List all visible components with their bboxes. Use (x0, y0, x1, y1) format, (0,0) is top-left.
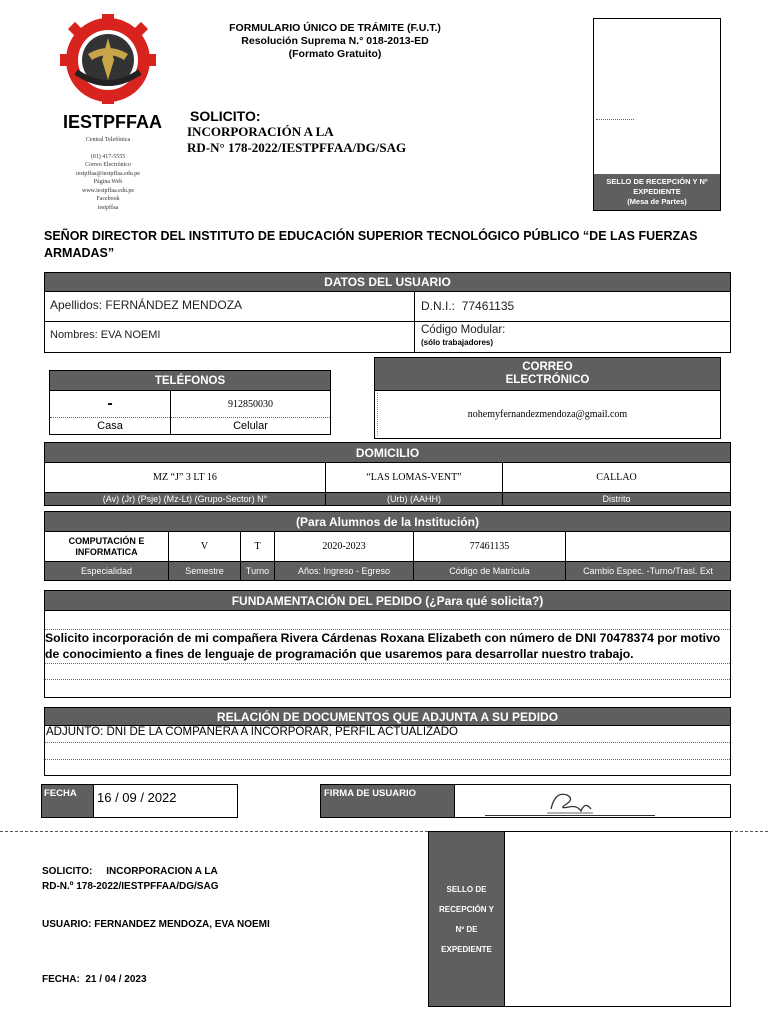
codigo-modular-note: (sólo trabajadores) (421, 338, 494, 347)
dni-value: 77461135 (461, 299, 515, 313)
telefono-celular-field[interactable] (170, 390, 331, 435)
firma-label: FIRMA DE USUARIO (324, 788, 417, 799)
anios-label: Años: Ingreso - Egreso (274, 561, 414, 581)
cambio-label: Cambio Espec. -Turno/Trasl. Ext (565, 561, 731, 581)
solicito-line2: RD-N° 178-2022/IESTPFFAA/DG/SAG (187, 140, 407, 155)
domicilio-calle[interactable]: MZ “J” 3 LT 16 (44, 462, 326, 493)
apellidos-value: FERNÁNDEZ MENDOZA (105, 298, 243, 312)
fecha-label: FECHA (44, 788, 77, 799)
section-datos-usuario: DATOS DEL USUARIO (44, 272, 731, 292)
correo-value[interactable]: nohemyfernandezmendoza@gmail.com (374, 390, 721, 439)
firma-field[interactable] (454, 784, 731, 818)
institution-contact: Central Telefónica (01) 417-5555 Correo Electrónico iestpffaa@iestpffaa.edu.pe Página Web www.iestpffaa.edu.pe Facebook iestpffaa (76, 137, 140, 211)
nombres-label: Nombres: (50, 329, 98, 341)
documentos-area[interactable] (44, 725, 731, 776)
cargo-rd: RD-N.º 178-2022/IESTPFFAA/DG/SAG (42, 881, 219, 892)
anios-value[interactable]: 2020-2023 (274, 531, 414, 562)
turno-value[interactable]: T (240, 531, 275, 562)
cargo-stamp-area (504, 831, 731, 1007)
signature-image (545, 787, 595, 815)
especialidad-value[interactable]: COMPUTACIÓN E INFORMATICA (44, 531, 169, 562)
institution-name: IESTPFFAA (63, 112, 163, 132)
cargo-stamp-label: SELLO DE RECEPCIÓN Y Nº DE EXPEDIENTE (428, 831, 505, 1007)
section-alumnos: (Para Alumnos de la Institución) (44, 511, 731, 532)
cargo-usuario: USUARIO: FERNANDEZ MENDOZA, EVA NOEMI (42, 919, 270, 930)
cargo-solicito-label: SOLICITO: (42, 866, 93, 877)
semestre-label: Semestre (168, 561, 241, 581)
section-telefonos: TELÉFONOS (49, 370, 331, 391)
solicito-label: SOLICITO: (190, 108, 261, 124)
cargo-fecha-value: 21 / 04 / 2023 (85, 974, 147, 985)
dni-field[interactable] (414, 291, 731, 322)
form-header (190, 22, 480, 61)
turno-label: Turno (240, 561, 275, 581)
section-correo: CORREO ELECTRÓNICO (374, 357, 721, 391)
fecha-label-box (41, 784, 94, 818)
section-fundamentacion: FUNDAMENTACIÓN DEL PEDIDO (¿Para qué solicita?) (44, 590, 731, 611)
telefono-casa-label: Casa (97, 420, 123, 432)
telefono-casa-value: - (107, 395, 113, 412)
fecha-value: 16 / 09 / 2022 (97, 790, 177, 805)
institution-logo (58, 14, 158, 104)
cargo-solicito-value: INCORPORACION A LA (106, 866, 218, 877)
cambio-value[interactable] (565, 531, 731, 562)
form-format: (Formato Gratuito) (288, 48, 382, 60)
codigo-modular-field[interactable] (414, 321, 731, 353)
nombres-field[interactable] (44, 321, 415, 353)
fecha-field[interactable] (93, 784, 238, 818)
firma-label-box (320, 784, 455, 818)
matricula-value[interactable]: 77461135 (413, 531, 566, 562)
dni-label: D.N.I.: (421, 299, 456, 313)
semestre-value[interactable]: V (168, 531, 241, 562)
stamp-box-top (593, 18, 721, 211)
fundamentacion-text: Solicito incorporación de mi compañera Rivera Cárdenas Roxana Elizabeth con número de DNI 70478374 por motivo de conocimiento a fines de lenguaje de programación que usaremos para desarrollar nuestro trabajo. (45, 631, 721, 661)
form-title: FORMULARIO ÚNICO DE TRÁMITE (F.U.T.) (229, 22, 441, 34)
section-domicilio: DOMICILIO (44, 442, 731, 463)
fundamentacion-area[interactable] (44, 610, 731, 698)
stamp-label: SELLO DE RECEPCIÓN Y Nº EXPEDIENTE (Mesa de Partes) (594, 174, 720, 210)
solicito-line1: INCORPORACIÓN A LA (187, 124, 334, 139)
telefono-celular-value: 912850030 (228, 398, 273, 410)
matricula-label: Código de Matrícula (413, 561, 566, 581)
form-resolution: Resolución Suprema N.° 018-2013-ED (241, 35, 429, 47)
section-documentos: RELACIÓN DE DOCUMENTOS QUE ADJUNTA A SU PEDIDO (44, 707, 731, 726)
domicilio-calle-label: (Av) (Jr) (Psje) (Mz-Lt) (Grupo-Sector) N° (44, 492, 326, 506)
apellidos-label: Apellidos: (50, 298, 103, 312)
cargo-solicito (42, 866, 218, 877)
cargo-fecha (42, 974, 147, 985)
documentos-text: ADJUNTO: DNI DE LA COMPAÑERA A INCORPORAR, PERFIL ACTUALIZADO (46, 726, 458, 738)
domicilio-urb[interactable]: “LAS LOMAS-VENT” (325, 462, 503, 493)
addressee: SEÑOR DIRECTOR DEL INSTITUTO DE EDUCACIÓN SUPERIOR TECNOLÓGICO PÚBLICO “DE LAS FUERZAS ARMADAS” (44, 229, 698, 260)
domicilio-distrito-label: Distrito (502, 492, 731, 506)
nombres-value: EVA NOEMI (100, 329, 161, 341)
domicilio-distrito[interactable]: CALLAO (502, 462, 731, 493)
telefono-celular-label: Celular (233, 420, 268, 432)
especialidad-label: Especialidad (44, 561, 169, 581)
domicilio-urb-label: (Urb) (AAHH) (325, 492, 503, 506)
telefono-casa-field[interactable] (49, 390, 171, 435)
cargo-fecha-label: FECHA: (42, 974, 80, 985)
apellidos-field[interactable] (44, 291, 415, 322)
codigo-modular-label: Código Modular: (421, 324, 506, 336)
